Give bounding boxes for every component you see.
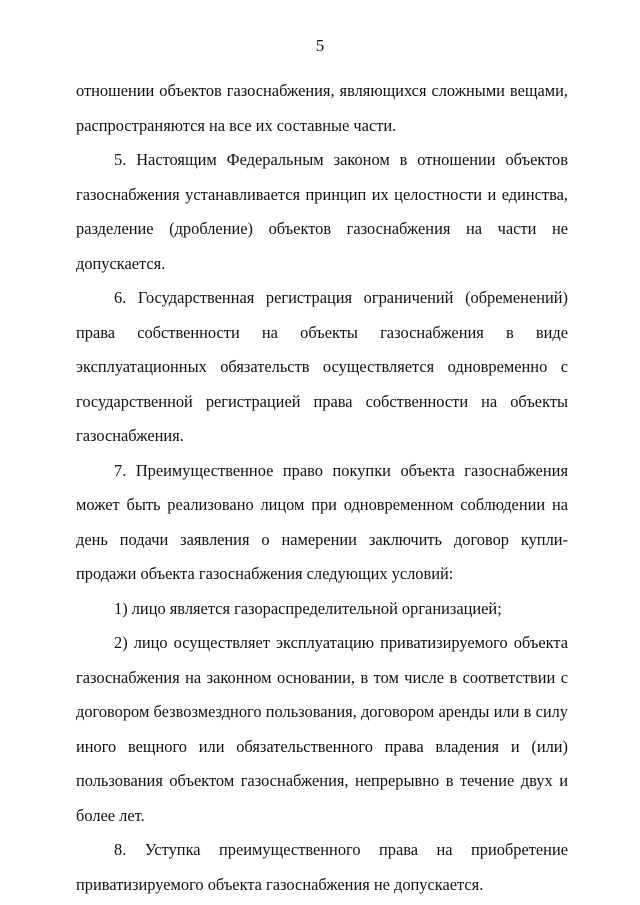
paragraph-clause-5: 5. Настоящим Федеральным законом в отношении объектов газоснабжения устанавливается принцип их целостности и единства, разделение (дробление) объектов газоснабжения на части не допускается. xyxy=(76,150,568,273)
page-number: 5 xyxy=(315,36,325,55)
paragraph-clause-7-item-2: 2) лицо осуществляет эксплуатацию приватизируемого объекта газоснабжения на законном основании, в том числе в соответствии с договором безвозмездного пользования, договором аренды или в силу иного вещного или обязательственного права владения и (или) пользования объектом газоснабжения, непрерывно в течение двух и более лет. xyxy=(76,633,568,825)
paragraph-clause-7-item-1: 1) лицо является газораспределительной организацией; xyxy=(114,598,502,618)
paragraph-clause-7: 7. Преимущественное право покупки объекта газоснабжения может быть реализовано лицом при одновременном соблюдении на день подачи заявления о намерении заключить договор купли-продажи объекта газоснабжения следующих условий: xyxy=(76,460,568,583)
paragraph-clause-6: 6. Государственная регистрация ограничений (обременений) права собственности на объекты газоснабжения в виде эксплуатационных обязательств осуществляется одновременно с государственной регистрацией права собственности на объекты газоснабжения. xyxy=(76,288,568,445)
document-body xyxy=(76,74,568,902)
paragraph-clause-8: 8. Уступка преимущественного права на приобретение приватизируемого объекта газоснабжения не допускается. xyxy=(76,840,568,894)
paragraph-continuation: отношении объектов газоснабжения, являющихся сложными вещами, распространяются на все их составные части. xyxy=(76,81,568,135)
